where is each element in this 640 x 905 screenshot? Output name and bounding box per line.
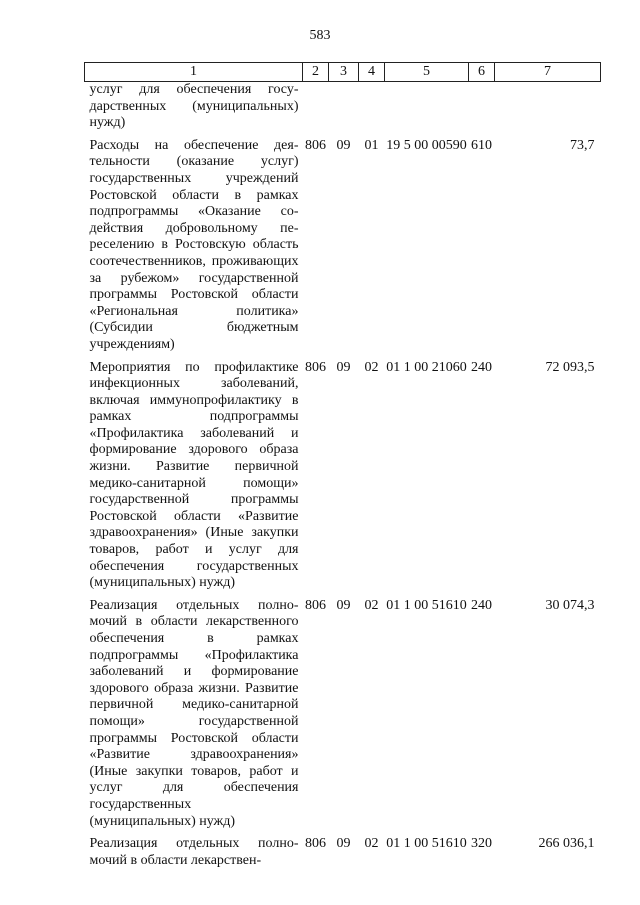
table-row bbox=[85, 358, 601, 596]
cell-amount: 73,7 bbox=[570, 137, 595, 153]
row-description: Расходы на обеспечение деятельности (оказание услуг) государственных учреждений Ростовской области в рамках подпрограммы «Оказание содействия добровольному переселению в Ростовскую область соотечественников, проживающих за рубежом» государственной программы Ростовской области «Региональная политика» (Субсидии бюджетным учреждениям) bbox=[89, 137, 299, 352]
cell-subsection: 02 bbox=[364, 359, 379, 375]
cell-subsection: 02 bbox=[364, 836, 379, 852]
cell-target-article: 19 5 00 00590 bbox=[386, 137, 467, 153]
table-header-row bbox=[85, 63, 601, 82]
column-header: 7 bbox=[495, 63, 601, 82]
table-row bbox=[85, 596, 601, 834]
cell-target-article: 01 1 00 51610 bbox=[386, 597, 467, 613]
cell-expense-type: 240 bbox=[471, 359, 492, 375]
row-description: Реализация отдельных полномочий в области лекарствен- bbox=[89, 836, 299, 868]
cell-section bbox=[329, 82, 359, 136]
cell-target-article bbox=[385, 82, 469, 136]
cell-amount: 266 036,1 bbox=[538, 836, 595, 852]
cell-expense-type: 610 bbox=[471, 137, 492, 153]
table-row bbox=[85, 82, 601, 136]
table-row bbox=[85, 834, 601, 873]
column-header: 5 bbox=[385, 63, 469, 82]
cell-subsection: 01 bbox=[364, 137, 379, 153]
cell-section: 09 bbox=[336, 137, 351, 153]
cell-amount bbox=[495, 82, 601, 136]
column-header: 2 bbox=[303, 63, 329, 82]
cell-amount: 30 074,3 bbox=[545, 597, 595, 613]
row-description: Реализация отдельных полномочий в области лекарственного обеспечения в рамках подпрограммы «Профилактика заболеваний и формирование здорового образа жизни. Развитие первичной медико-санитарной помощи» государственной программы Ростовской области «Развитие здравоохранения» (Иные закупки товаров, работ и услуг для обеспечения государственных (муниципальных) нужд) bbox=[89, 597, 299, 829]
cell-expense-type: 240 bbox=[471, 597, 492, 613]
cell-subsection: 02 bbox=[364, 597, 379, 613]
cell-ministry-code: 806 bbox=[305, 597, 326, 613]
cell-section: 09 bbox=[336, 597, 351, 613]
cell-section: 09 bbox=[336, 836, 351, 852]
column-header: 6 bbox=[469, 63, 495, 82]
cell-expense-type: 320 bbox=[471, 836, 492, 852]
budget-table bbox=[84, 62, 601, 873]
row-description: услуг для обеспечения государственных (муниципальных) нужд) bbox=[89, 82, 299, 131]
cell-target-article: 01 1 00 51610 bbox=[386, 836, 467, 852]
cell-section: 09 bbox=[336, 359, 351, 375]
column-header: 1 bbox=[85, 63, 303, 82]
cell-ministry-code bbox=[303, 82, 329, 136]
cell-ministry-code: 806 bbox=[305, 836, 326, 852]
table-row bbox=[85, 136, 601, 358]
cell-ministry-code: 806 bbox=[305, 359, 326, 375]
cell-amount: 72 093,5 bbox=[545, 359, 595, 375]
cell-ministry-code: 806 bbox=[305, 137, 326, 153]
column-header: 4 bbox=[359, 63, 385, 82]
cell-expense-type bbox=[469, 82, 495, 136]
cell-subsection bbox=[359, 82, 385, 136]
column-header: 3 bbox=[329, 63, 359, 82]
cell-target-article: 01 1 00 21060 bbox=[386, 359, 467, 375]
row-description: Мероприятия по профилактике инфекционных заболеваний, включая иммунопрофилактику в рамках подпрограммы «Профилактика заболеваний и формирование здорового образа жизни. Развитие первичной медико-санитарной помощи» государственной программы Ростовской области «Развитие здравоохранения» (Иные закупки товаров, работ и услуг для обеспечения государственных (муниципальных) нужд) bbox=[89, 359, 299, 591]
page-number: 583 bbox=[309, 28, 331, 43]
